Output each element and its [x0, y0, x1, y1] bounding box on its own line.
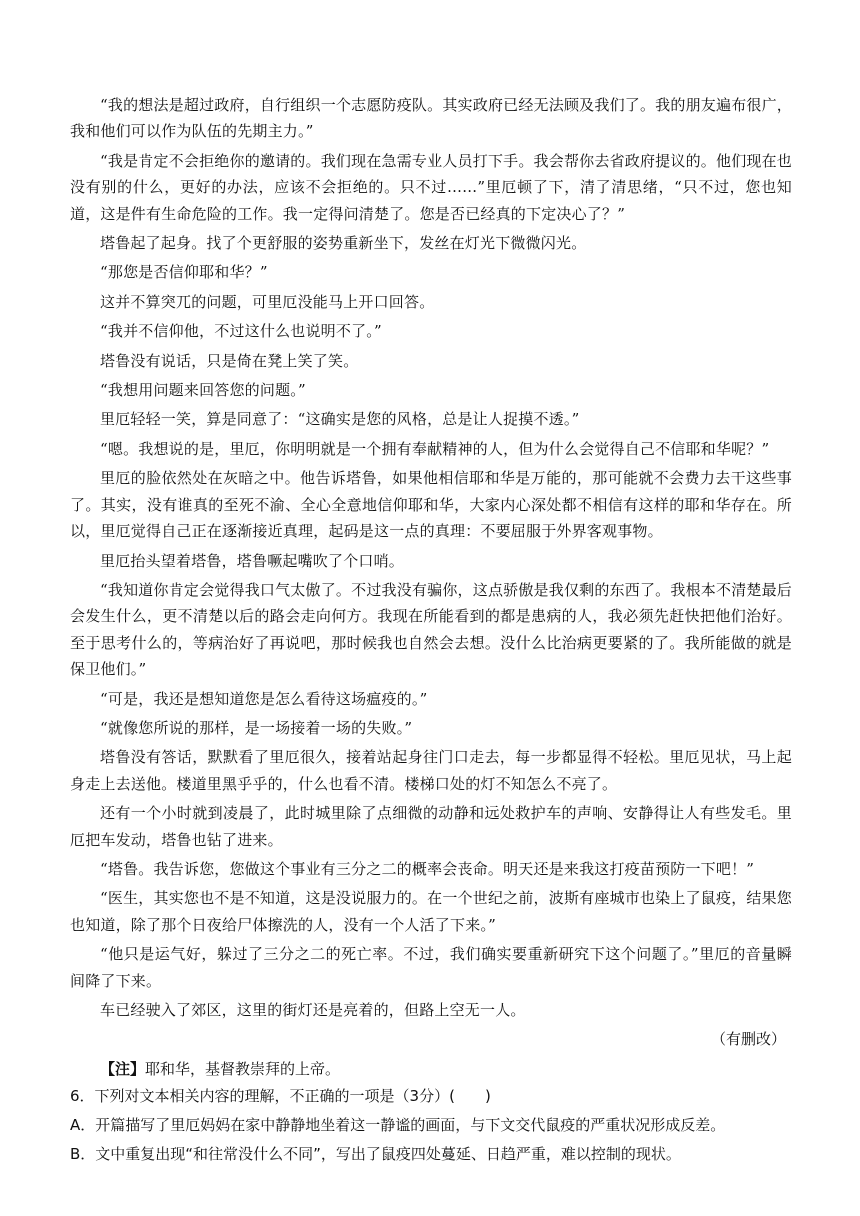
question-option-b: B．文中重复出现“和往常没什么不同”，写出了鼠疫四处蔓延、日趋严重，难以控制的现状。 [70, 1144, 681, 1163]
paragraph: 塔鲁起了起身。找了个更舒服的姿势重新坐下，发丝在灯光下微微闪光。 [100, 234, 587, 253]
passage-body [70, 92, 792, 1023]
paragraph: 里厄的脸依然处在灰暗之中。他告诉塔鲁，如果他相信耶和华是万能的，那可能就不会费力去干这些事了。其实，没有谁真的至死不渝、全心全意地信仰耶和华，大家内心深处都不相信有这样的耶和华存在。所以，里厄觉得自己正在逐渐接近真理，起码是这一点的真理：不要屈服于外界客观事物。 [70, 469, 792, 541]
paragraph: 还有一个小时就到凌晨了，此时城里除了点细微的动静和远处救护车的声响、安静得让人有些发毛。里厄把车发动，塔鲁也钻了进来。 [70, 804, 792, 849]
paragraph: “医生，其实您也不是不知道，这是没说服力的。在一个世纪之前，波斯有座城市也染上了鼠疫，结果您也知道，除了那个日夜给尸体擦洗的人，没有一个人活了下来。” [70, 889, 792, 934]
paragraph: “我是肯定不会拒绝你的邀请的。我们现在急需专业人员打下手。我会帮你去省政府提议的。他们现在也没有别的什么，更好的办法，应该不会拒绝的。只不过……”里厄顿了下，清了清思绪，“只不过，您也知道，这是件有生命危险的工作。我一定得问清楚了。您是否已经真的下定决心了？” [70, 151, 792, 223]
paragraph: 里厄抬头望着塔鲁，塔鲁噘起嘴吹了个口哨。 [100, 551, 405, 570]
paragraph: 塔鲁没有说话，只是倚在凳上笑了笑。 [100, 351, 359, 370]
paragraph: “他只是运气好，躲过了三分之二的死亡率。不过，我们确实要重新研究下这个问题了。”里厄的音量瞬间降了下来。 [70, 945, 792, 990]
footnote-text: 耶和华，基督教崇拜的上帝。 [145, 1059, 341, 1078]
paragraph: 里厄轻轻一笑，算是同意了：“这确实是您的风格，总是让人捉摸不透。” [100, 410, 580, 429]
paragraph: “可是，我还是想知道您是怎么看待这场瘟疫的。” [100, 689, 428, 708]
paragraph: “我想用问题来回答您的问题。” [100, 381, 306, 400]
question-block [70, 1083, 792, 1167]
paragraph: 塔鲁没有答话，默默看了里厄很久，接着站起身往门口走去，每一步都显得不轻松。里厄见状，马上起身走上去送他。楼道里黑乎乎的，什么也看不清。楼梯口处的灯不知怎么不亮了。 [70, 748, 792, 793]
paragraph: “嗯。我想说的是，里厄，你明明就是一个拥有奉献精神的人，但为什么会觉得自己不信耶和华呢？” [100, 439, 770, 458]
paragraph: “那您是否信仰耶和华？” [100, 263, 268, 282]
reading-passage [70, 92, 792, 1170]
source-note: （有删改） [710, 1030, 786, 1049]
paragraph: “我并不信仰他，不过这什么也说明不了。” [100, 322, 382, 341]
question-stem: 6．下列对文本相关内容的理解，不正确的一项是（3分）( ) [70, 1086, 491, 1105]
paragraph: “我知道你肯定会觉得我口气太傲了。不过我没有骗你，这点骄傲是我仅剩的东西了。我根本不清楚最后会发生什么，更不清楚以后的路会走向何方。我现在所能看到的都是患病的人，我必须先赶快把他们治好。至于思考什么的，等病治好了再说吧，那时候我也自然会去想。没什么比治病更要紧的了。我所能做的就是保卫他们。” [70, 580, 792, 679]
question-option-a: A．开篇描写了里厄妈妈在家中静静地坐着这一静谧的画面，与下文交代鼠疫的严重状况形成反差。 [70, 1115, 726, 1134]
paragraph: 这并不算突兀的问题，可里厄没能马上开口回答。 [100, 292, 435, 311]
paragraph: “塔鲁。我告诉您，您做这个事业有三分之二的概率会丧命。明天还是来我这打疫苗预防一下吧！” [100, 859, 755, 878]
paragraph: 车已经驶入了郊区，这里的街灯还是亮着的，但路上空无一人。 [100, 1001, 526, 1019]
paragraph: “我的想法是超过政府，自行组织一个志愿防疫队。其实政府已经无法顾及我们了。我的朋友遍布很广，我和他们可以作为队伍的先期主力。” [70, 96, 792, 141]
paragraph: “就像您所说的那样，是一场接着一场的失败。” [100, 718, 413, 737]
footnote [70, 1056, 792, 1082]
footnote-label: 【注】 [100, 1059, 146, 1078]
